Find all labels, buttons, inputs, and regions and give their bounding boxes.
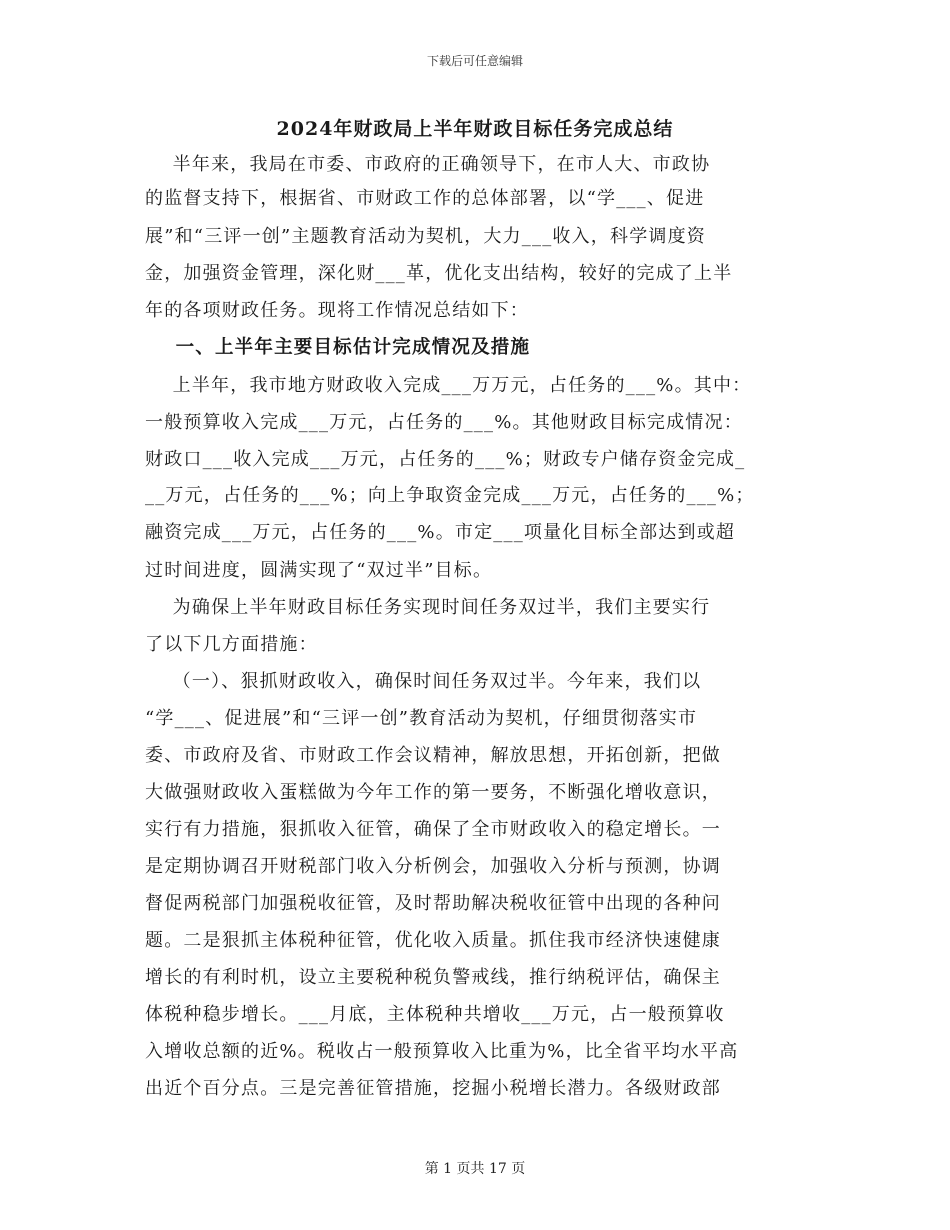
- paragraph-line: （一）、狠抓财政收入，确保时间任务双过半。今年来，我们以: [145, 671, 702, 692]
- paragraph-line: 一般预算收入完成___万元，占任务的___%。其他财政目标完成情况：: [145, 412, 743, 433]
- paragraph-line: 融资完成___万元，占任务的___%。市定___项量化目标全部达到或超: [145, 522, 736, 543]
- document-title: 2024年财政局上半年财政目标任务完成总结: [276, 118, 674, 140]
- paragraph-line: 体税种稳步增长。___月底，主体税种共增收___万元，占一般预算收: [145, 1004, 725, 1025]
- paragraph-line: 年的各项财政任务。现将工作情况总结如下：: [145, 300, 529, 321]
- page-number-footer: 第 1 页共 17 页: [424, 1161, 526, 1177]
- paragraph-line: 为确保上半年财政目标任务实现时间任务双过半，我们主要实行: [145, 597, 711, 618]
- paragraph-line: 过时间进度，圆满实现了“双过半”目标。: [145, 560, 493, 581]
- paragraph-line: 大做强财政收入蛋糕做为今年工作的第一要务，不断强化增收意识，: [145, 782, 721, 803]
- paragraph-line: “学___、促进展”和“三评一创”教育活动为契机，仔细贯彻落实市: [145, 708, 698, 729]
- paragraph-line: 财政口___收入完成___万元，占任务的___%；财政专户储存资金完成_: [145, 449, 746, 470]
- paragraph-line: 的监督支持下，根据省、市财政工作的总体部署，以“学___、促进: [145, 188, 705, 209]
- paragraph-line: 委、市政府及省、市财政工作会议精神，解放思想，开拓创新，把做: [145, 745, 721, 766]
- page-header-note: 下载后可任意编辑: [426, 54, 523, 68]
- paragraph-line: 增长的有利时机，设立主要税种税负警戒线，推行纳税评估，确保主: [145, 967, 721, 988]
- paragraph-line: 金，加强资金管理，深化财___革，优化支出结构，较好的完成了上半: [145, 263, 733, 284]
- paragraph-line: 督促两税部门加强税收征管，及时帮助解决税收征管中出现的各种问: [145, 893, 721, 914]
- paragraph-line: 上半年，我市地方财政收入完成___万万元，占任务的___%。其中：: [145, 375, 752, 396]
- paragraph-line: 是定期协调召开财税部门收入分析例会，加强收入分析与预测，协调: [145, 856, 721, 877]
- paragraph-line: 出近个百分点。三是完善征管措施，挖掘小税增长潜力。各级财政部: [145, 1078, 721, 1099]
- paragraph-line: 了以下几方面措施：: [145, 634, 318, 655]
- paragraph-line: 展”和“三评一创”主题教育活动为契机，大力___收入，科学调度资: [145, 226, 707, 247]
- paragraph-line: 半年来，我局在市委、市政府的正确领导下，在市人大、市政协: [145, 154, 711, 175]
- paragraph-line: 入增收总额的近%。税收占一般预算收入比重为%，比全省平均水平高: [145, 1041, 739, 1062]
- section-heading: 一、上半年主要目标估计完成情况及措施: [145, 337, 531, 358]
- paragraph-line: 实行有力措施，狠抓收入征管，确保了全市财政收入的稳定增长。一: [145, 819, 721, 840]
- paragraph-line: 题。二是狠抓主体税种征管，优化收入质量。抓住我市经济快速健康: [145, 930, 721, 951]
- paragraph-line: __万元，占任务的___%；向上争取资金完成___万元，占任务的___%；: [145, 485, 755, 506]
